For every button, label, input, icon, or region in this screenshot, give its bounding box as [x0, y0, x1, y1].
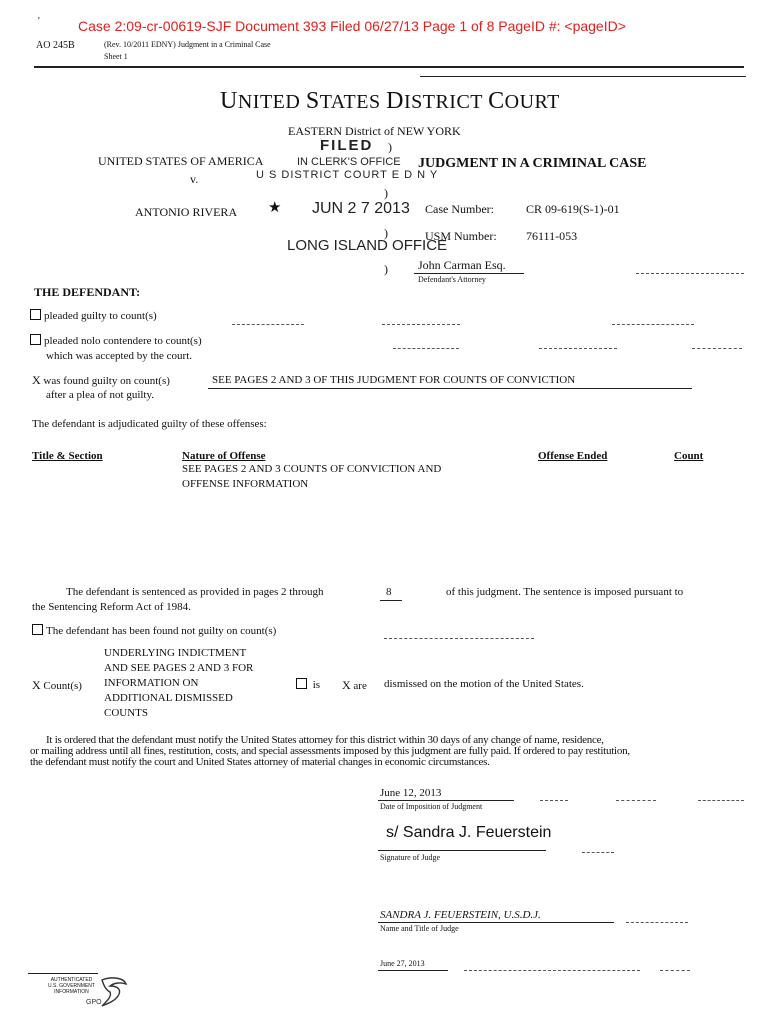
tick-mark: ' [38, 16, 40, 27]
court-title: UNITED STATES DISTRICT COURT [220, 88, 560, 114]
document-title: JUDGMENT IN A CRIMINAL CASE [418, 156, 647, 171]
filed-stamp: FILED [320, 137, 374, 154]
plaintiff-name: UNITED STATES OF AMERICA [98, 154, 264, 168]
judge-name: SANDRA J. FEUERSTEIN, U.S.D.J. [380, 909, 541, 921]
gpo-eagle-icon [98, 974, 130, 1010]
nolo-checkbox [30, 334, 41, 345]
blank-line [660, 970, 690, 971]
dismissed-counts-text: UNDERLYING INDICTMENT AND SEE PAGES 2 AND 3 FOR INFORMATION ON ADDITIONAL DISMISSED COUNTS [104, 647, 254, 719]
imposition-label: Date of Imposition of Judgment [380, 802, 483, 811]
imposition-date: June 12, 2013 [380, 787, 442, 799]
star-icon: ★ [268, 200, 282, 216]
col-nature-of-offense: Nature of Offense [182, 450, 266, 462]
clerk-office-stamp: IN CLERK'S OFFICE [297, 156, 401, 168]
blank-line [616, 800, 656, 801]
blank-line [539, 348, 617, 349]
are-option: X are [342, 678, 367, 692]
blank-line [393, 348, 459, 349]
case-header-line: Case 2:09-cr-00619-SJF Document 393 Filed 06/27/13 Page 1 of 8 PageID #: <pageID> [78, 18, 626, 34]
case-number-label: Case Number: [425, 202, 494, 216]
sentence-line-1b: of this judgment. The sentence is imposed pursuant to [446, 586, 684, 598]
blank-line [232, 324, 304, 325]
header-rule [34, 66, 744, 68]
blank-line [582, 852, 614, 853]
col-offense-ended: Offense Ended [538, 450, 608, 462]
adjudicated-line: The defendant is adjudicated guilty of these offenses: [32, 418, 267, 430]
nature-line-2: OFFENSE INFORMATION [182, 478, 309, 490]
case-number-value: CR 09-619(S-1)-01 [526, 202, 620, 216]
found-guilty-value: SEE PAGES 2 AND 3 OF THIS JUDGMENT FOR COUNTS OF CONVICTION [212, 374, 576, 386]
caption-paren: ) [388, 140, 392, 154]
nature-line-1: SEE PAGES 2 AND 3 COUNTS OF CONVICTION AND [182, 463, 442, 475]
attorney-label: Defendant's Attorney [418, 275, 486, 284]
nolo-line: pleaded nolo contendere to count(s) [30, 334, 202, 347]
found-guilty-line: X was found guilty on count(s) [32, 373, 170, 387]
pleaded-guilty-checkbox [30, 309, 41, 320]
judge-signature: s/ Sandra J. Feuerstein [386, 824, 552, 841]
found-guilty-plea: after a plea of not guilty. [46, 389, 155, 401]
is-checkbox [296, 678, 307, 689]
defendant-heading: THE DEFENDANT: [34, 285, 141, 299]
attorney-underline [414, 273, 524, 274]
form-number: AO 245B [36, 40, 75, 51]
gpo-mark: GPO [86, 999, 102, 1006]
gpo-rule [28, 973, 98, 974]
gpo-authenticated-text: AUTHENTICATED U.S. GOVERNMENT INFORMATION [48, 977, 95, 995]
not-guilty-checkbox [32, 624, 43, 635]
blank-line [626, 922, 688, 923]
blank-line [382, 324, 460, 325]
attorney-name: John Carman Esq. [418, 258, 506, 272]
dismissed-text: dismissed on the motion of the United States. [384, 678, 584, 690]
district-court-stamp: U S DISTRICT COURT E D N Y [256, 169, 439, 181]
signature-underline [378, 850, 546, 851]
district-line: EASTERN District of NEW YORK [288, 124, 461, 138]
caption-paren: ) [384, 262, 388, 276]
found-guilty-underline [208, 388, 692, 389]
col-count: Count [674, 450, 704, 462]
blank-line [464, 970, 640, 971]
versus-label: v. [190, 172, 199, 186]
pleaded-guilty-line: pleaded guilty to count(s) [30, 309, 157, 322]
sentence-line-1a: The defendant is sentenced as provided in pages 2 through [66, 586, 324, 598]
header-rule-short [420, 76, 746, 77]
signature-label: Signature of Judge [380, 853, 440, 862]
caption-paren: ) [384, 186, 388, 200]
sheet-label: Sheet 1 [104, 52, 128, 61]
imposition-underline [378, 800, 514, 801]
sentence-pages: 8 [386, 586, 392, 598]
not-guilty-line: The defendant has been found not guilty on count(s) [32, 624, 276, 637]
defendant-name: ANTONIO RIVERA [135, 205, 238, 219]
signed-date: June 27, 2013 [380, 959, 425, 968]
usm-number-label: USM Number: [425, 229, 497, 243]
usm-number-value: 76111-053 [526, 229, 578, 243]
blank-line [540, 800, 568, 801]
long-island-office-stamp: LONG ISLAND OFFICE [287, 237, 448, 254]
blank-line [384, 638, 534, 639]
filed-date-stamp: JUN 2 7 2013 [312, 200, 410, 217]
caption-paren: ) [384, 226, 388, 240]
col-title-section: Title & Section [32, 450, 103, 462]
judge-name-label: Name and Title of Judge [380, 924, 459, 933]
nolo-accepted: which was accepted by the court. [46, 350, 192, 362]
notice-paragraph: It is ordered that the defendant must notify the United States attorney for this district within 30 days of any change of name, residence, or mailing address until all fines, restitution, costs, and special assessments imposed by this judgment are fully paid. If ordered to pay restitution, the defendant must notify the court and United States attorney of material changes in economic circumstances. [30, 734, 630, 768]
date-underline [378, 970, 448, 971]
blank-line [692, 348, 742, 349]
pages-underline [380, 600, 402, 601]
judge-name-underline [378, 922, 614, 923]
is-option: is [296, 678, 320, 691]
blank-line [612, 324, 694, 325]
sentence-line-2: the Sentencing Reform Act of 1984. [32, 601, 191, 613]
counts-line: X Count(s) [32, 678, 82, 692]
blank-line [636, 273, 744, 274]
blank-line [698, 800, 744, 801]
form-revision: (Rev. 10/2011 EDNY) Judgment in a Criminal Case [104, 40, 271, 49]
